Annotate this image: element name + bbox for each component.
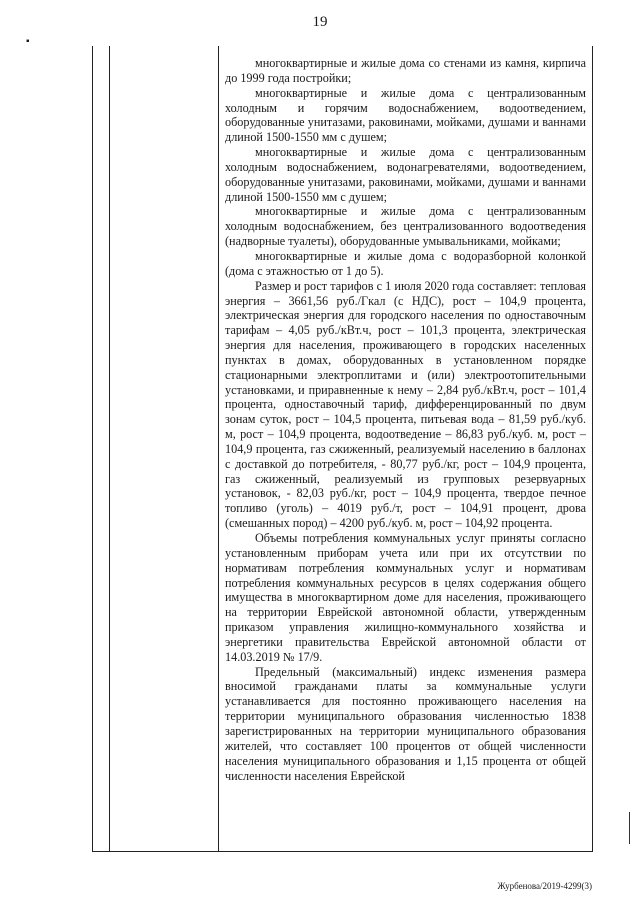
paragraph: Объемы потребления коммунальных услуг приняты согласно установленным приборам учета или при их отсутствии по нормативам потребления коммунальных услуг и нормативам потребления коммунальных ресурсов в целях содержания общего имущества в многоквартирном доме для населения, проживающего на территории Еврейской автономной области, утвержденным приказом управления жилищно-коммунального хозяйства и энергетики правительства Еврейской автономной области от 14.03.2019 № 17/9. [225, 531, 586, 664]
table-border-bottom [92, 851, 593, 852]
table-border-right [592, 46, 593, 852]
page-number: 19 [312, 14, 328, 30]
table-border-col1 [109, 46, 110, 852]
paragraph: Предельный (максимальный) индекс изменения размера вносимой гражданами платы за коммунальные услуги устанавливается для постоянно проживающего населения на территории муниципального образования численностью 1838 зарегистрированных на территории муниципального образования жителей, что составляет 100 процентов от общей численности населения муниципального образования и 1,15 процента от общей численности населения Еврейской [225, 664, 586, 783]
table-border-left [92, 46, 93, 852]
paragraph: многоквартирные и жилые дома с водоразборной колонкой (дома с этажностью от 1 до 5). [225, 248, 586, 278]
paragraph: многоквартирные и жилые дома с централизованным холодным и горячим водоснабжением, водоотведением, оборудованные унитазами, раковинами, мойками, душами и ваннами длиной 1500-1550 мм с душем; [225, 85, 586, 145]
paragraph: Размер и рост тарифов с 1 июля 2020 года составляет: тепловая энергия – 3661,56 руб./Гкал (с НДС), рост – 104,9 процента, электрическая энергия для городского населения по одноставочным тарифам – 4,05 руб./кВт.ч, рост – 101,3 процента, электрическая энергия для населения, проживающего в городских населенных пунктах в домах, оборудованных в установленном порядке стационарными электроплитами и (или) электроотопительными установками, и приравненные к нему – 2,84 руб./кВт.ч, рост – 101,4 процента, одноставочный тариф, дифференцированный по двум зонам суток, рост – 104,5 процента, питьевая вода – 81,59 руб./куб. м, рост – 104,9 процента, водоотведение – 86,83 руб./куб. м, рост – 104,9 процента, газ сжиженный, реализуемый населению в баллонах с доставкой до потребителя, - 80,77 руб./кг, рост – 104,9 процента, газ сжиженный, реализуемый из групповых резервуарных установок, - 82,03 руб./кг, рост – 104,9 процента, твердое печное топливо (уголь) – 4019 руб./т, рост – 104,91 процент, дрова (смешанных пород) – 4200 руб./куб. м, рост – 104,92 процента. [225, 278, 586, 531]
paragraph: многоквартирные и жилые дома с централизованным холодным водоснабжением, водонагревателями, водоотведением, оборудованные унитазами, раковинами, мойками, душами и ваннами длиной 1500-1550 мм с душем; [225, 145, 586, 204]
paragraph: многоквартирные и жилые дома с централизованным холодным водоснабжением, без централизованного водоотведения (надворные туалеты), оборудованные умывальниками, мойками; [225, 204, 586, 249]
paragraph: многоквартирные и жилые дома со стенами из камня, кирпича до 1999 года постройки; [225, 56, 586, 85]
table-border-col2 [218, 46, 219, 852]
table-cell-text [225, 56, 586, 783]
footer-document-code: Журбенова/2019-4299(3) [497, 881, 592, 891]
margin-mark: ▪ [26, 36, 30, 47]
edge-mark [629, 812, 630, 844]
